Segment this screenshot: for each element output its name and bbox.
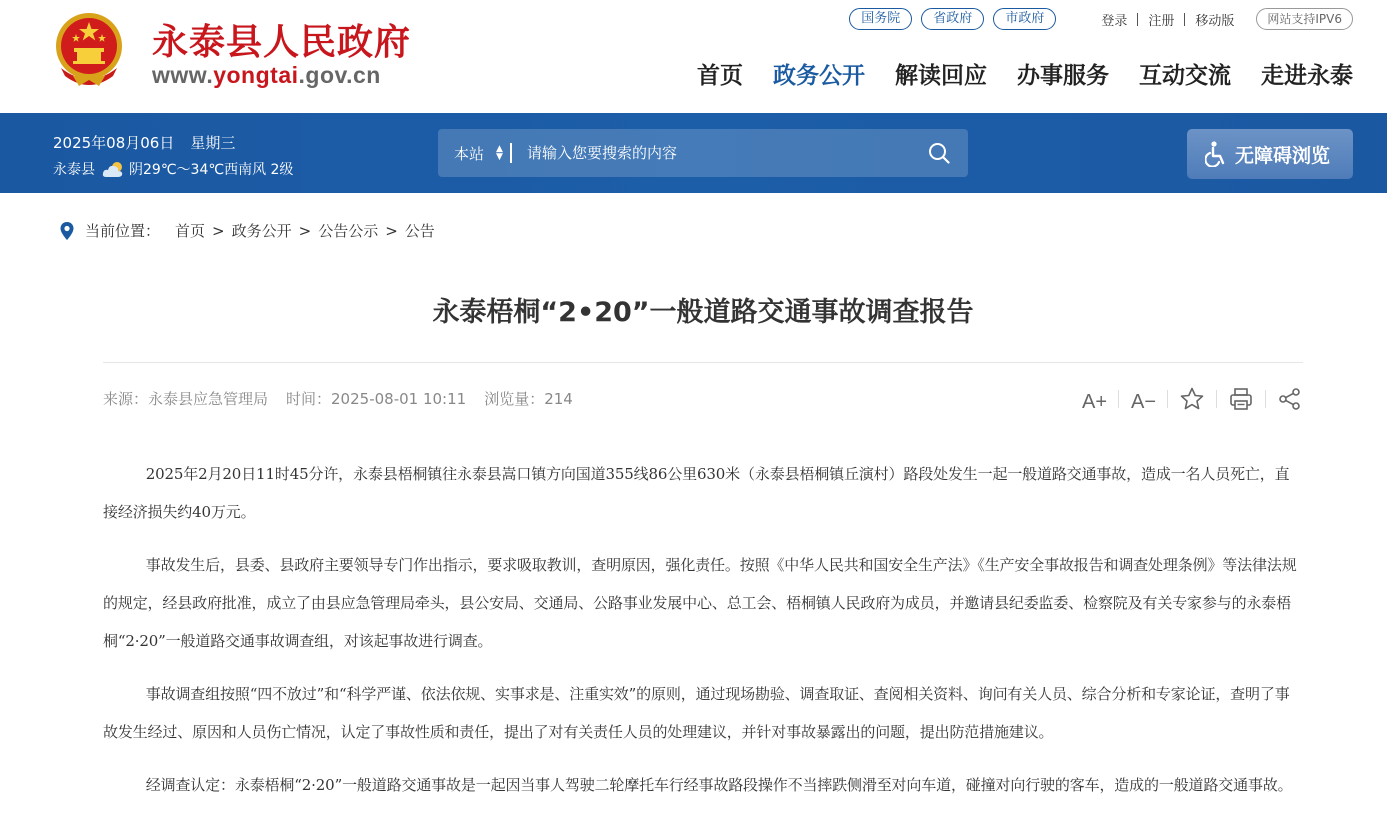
- site-title: 永泰县人民政府: [152, 21, 412, 63]
- article-paragraph: 2025年2月20日11时45分许，永泰县梧桐镇往永泰县嵩口镇方向国道355线86公里630米（永泰县梧桐镇丘演村）路段处发生一起一般道路交通事故，造成一名人员死亡，直接经济损失约40万元。: [103, 465, 1290, 521]
- divider: [1137, 13, 1138, 26]
- gov-link-city[interactable]: 市政府: [993, 8, 1056, 30]
- search-input[interactable]: [527, 144, 887, 162]
- article-time: 时间：2025-08-01 10:11: [286, 390, 467, 408]
- ipv6-badge: 网站支持IPV6: [1256, 8, 1353, 30]
- nav-about-yongtai[interactable]: 走进永泰: [1261, 63, 1353, 89]
- search-divider: [510, 143, 512, 163]
- tool-divider: [1265, 390, 1266, 408]
- location-pin-icon: [59, 221, 75, 241]
- article-tools: [1081, 386, 1303, 412]
- tool-divider: [1118, 390, 1119, 408]
- breadcrumb-separator: >: [212, 221, 225, 240]
- divider: [1184, 13, 1185, 26]
- search-box: [438, 129, 968, 177]
- accessibility-label: 无障碍浏览: [1235, 144, 1331, 167]
- register-link[interactable]: 注册: [1148, 13, 1175, 29]
- date-line: [53, 132, 235, 153]
- print-icon[interactable]: [1228, 386, 1254, 412]
- article-paragraph: 事故发生后，县委、县政府主要领导专门作出指示，要求吸取教训，查明原因，强化责任。按照《中华人民共和国安全生产法》《生产安全事故报告和调查处理条例》等法律法规的规定，经县政府批准，成立了由县应急管理局牵头，县公安局、交通局、公路事业发展中心、总工会、梧桐镇人民政府为成员，并邀请县纪委监委、检察院及有关专家参与的永泰梧桐“2·20”一般道路交通事故调查组，对该起事故进行调查。: [103, 556, 1297, 650]
- weather-text: 阴29℃～34℃西南风 2级: [129, 162, 294, 178]
- nav-interaction[interactable]: 互动交流: [1139, 63, 1231, 89]
- share-icon[interactable]: [1277, 386, 1303, 412]
- gov-link-province[interactable]: 省政府: [921, 8, 984, 30]
- top-links: [849, 8, 1353, 30]
- updown-arrow-icon: ▲ ▼: [496, 144, 503, 162]
- breadcrumb-home[interactable]: 首页: [175, 222, 206, 240]
- weekday: 星期三: [190, 134, 236, 152]
- breadcrumb: [59, 220, 435, 241]
- breadcrumb-label: 当前位置：: [85, 222, 161, 240]
- breadcrumb-government-affairs[interactable]: 政务公开: [231, 222, 292, 240]
- article-paragraph: 经调查认定：永泰梧桐“2·20”一般道路交通事故是一起因当事人驾驶二轮摩托车行经事故路段操作不当摔跌侧滑至对向车道，碰撞对向行驶的客车，造成的一般道路交通事故。: [145, 776, 1293, 794]
- article-source: 来源：永泰县应急管理局: [103, 390, 269, 408]
- mobile-version-link[interactable]: 移动版: [1195, 13, 1235, 29]
- search-scope-select[interactable]: [454, 143, 524, 164]
- accessibility-button[interactable]: [1187, 129, 1353, 179]
- wheelchair-icon: [1205, 141, 1227, 167]
- search-scope-label: 本站: [454, 144, 485, 163]
- nav-government-affairs[interactable]: 政务公开: [773, 63, 865, 89]
- font-increase-label: A+: [1082, 391, 1107, 412]
- article-views: 浏览量：214: [484, 390, 573, 408]
- article-paragraph: 事故调查组按照“四不放过”和“科学严谨、依法依规、实事求是、注重实效”的原则，通过现场勘验、调查取证、查阅相关资料、询问有关人员、综合分析和专家论证，查明了事故发生经过、原因和人员伤亡情况，认定了事故性质和责任，提出了对有关责任人员的处理建议，并针对事故暴露出的问题，提出防范措施建议。: [103, 685, 1290, 741]
- breadcrumb-announcements[interactable]: 公告公示: [318, 222, 379, 240]
- gov-link-state-council[interactable]: 国务院: [849, 8, 912, 30]
- article-title: 永泰梧桐“2•20”一般道路交通事故调查报告: [432, 297, 974, 328]
- current-date: 2025年08月06日: [53, 134, 175, 152]
- search-icon[interactable]: [928, 142, 950, 164]
- site-header: [0, 0, 1387, 113]
- site-url-suffix: .gov.cn: [298, 62, 381, 88]
- title-divider: [103, 362, 1303, 363]
- login-link[interactable]: 登录: [1101, 13, 1128, 29]
- weather-line: [53, 159, 293, 179]
- site-url-highlight: yongtai: [213, 62, 299, 88]
- favorite-star-icon[interactable]: [1179, 386, 1205, 412]
- font-increase-icon[interactable]: [1081, 386, 1107, 412]
- cloudy-icon: [101, 159, 127, 179]
- nav-interpretation[interactable]: 解读回应: [895, 63, 987, 89]
- breadcrumb-separator: >: [298, 221, 312, 240]
- breadcrumb-notice[interactable]: 公告: [404, 222, 435, 240]
- site-url: [152, 62, 381, 89]
- location: 永泰县: [53, 162, 95, 178]
- main-nav: [667, 57, 1353, 90]
- article-meta: [103, 388, 591, 409]
- tool-divider: [1167, 390, 1168, 408]
- font-decrease-icon[interactable]: [1130, 386, 1156, 412]
- tool-divider: [1216, 390, 1217, 408]
- nav-services[interactable]: 办事服务: [1017, 63, 1109, 89]
- national-emblem-icon[interactable]: [53, 10, 125, 90]
- article-content: [103, 455, 1303, 819]
- nav-home[interactable]: 首页: [697, 63, 743, 89]
- font-decrease-label: A−: [1131, 391, 1156, 412]
- site-url-prefix: www.: [152, 62, 214, 88]
- breadcrumb-separator: >: [385, 221, 398, 240]
